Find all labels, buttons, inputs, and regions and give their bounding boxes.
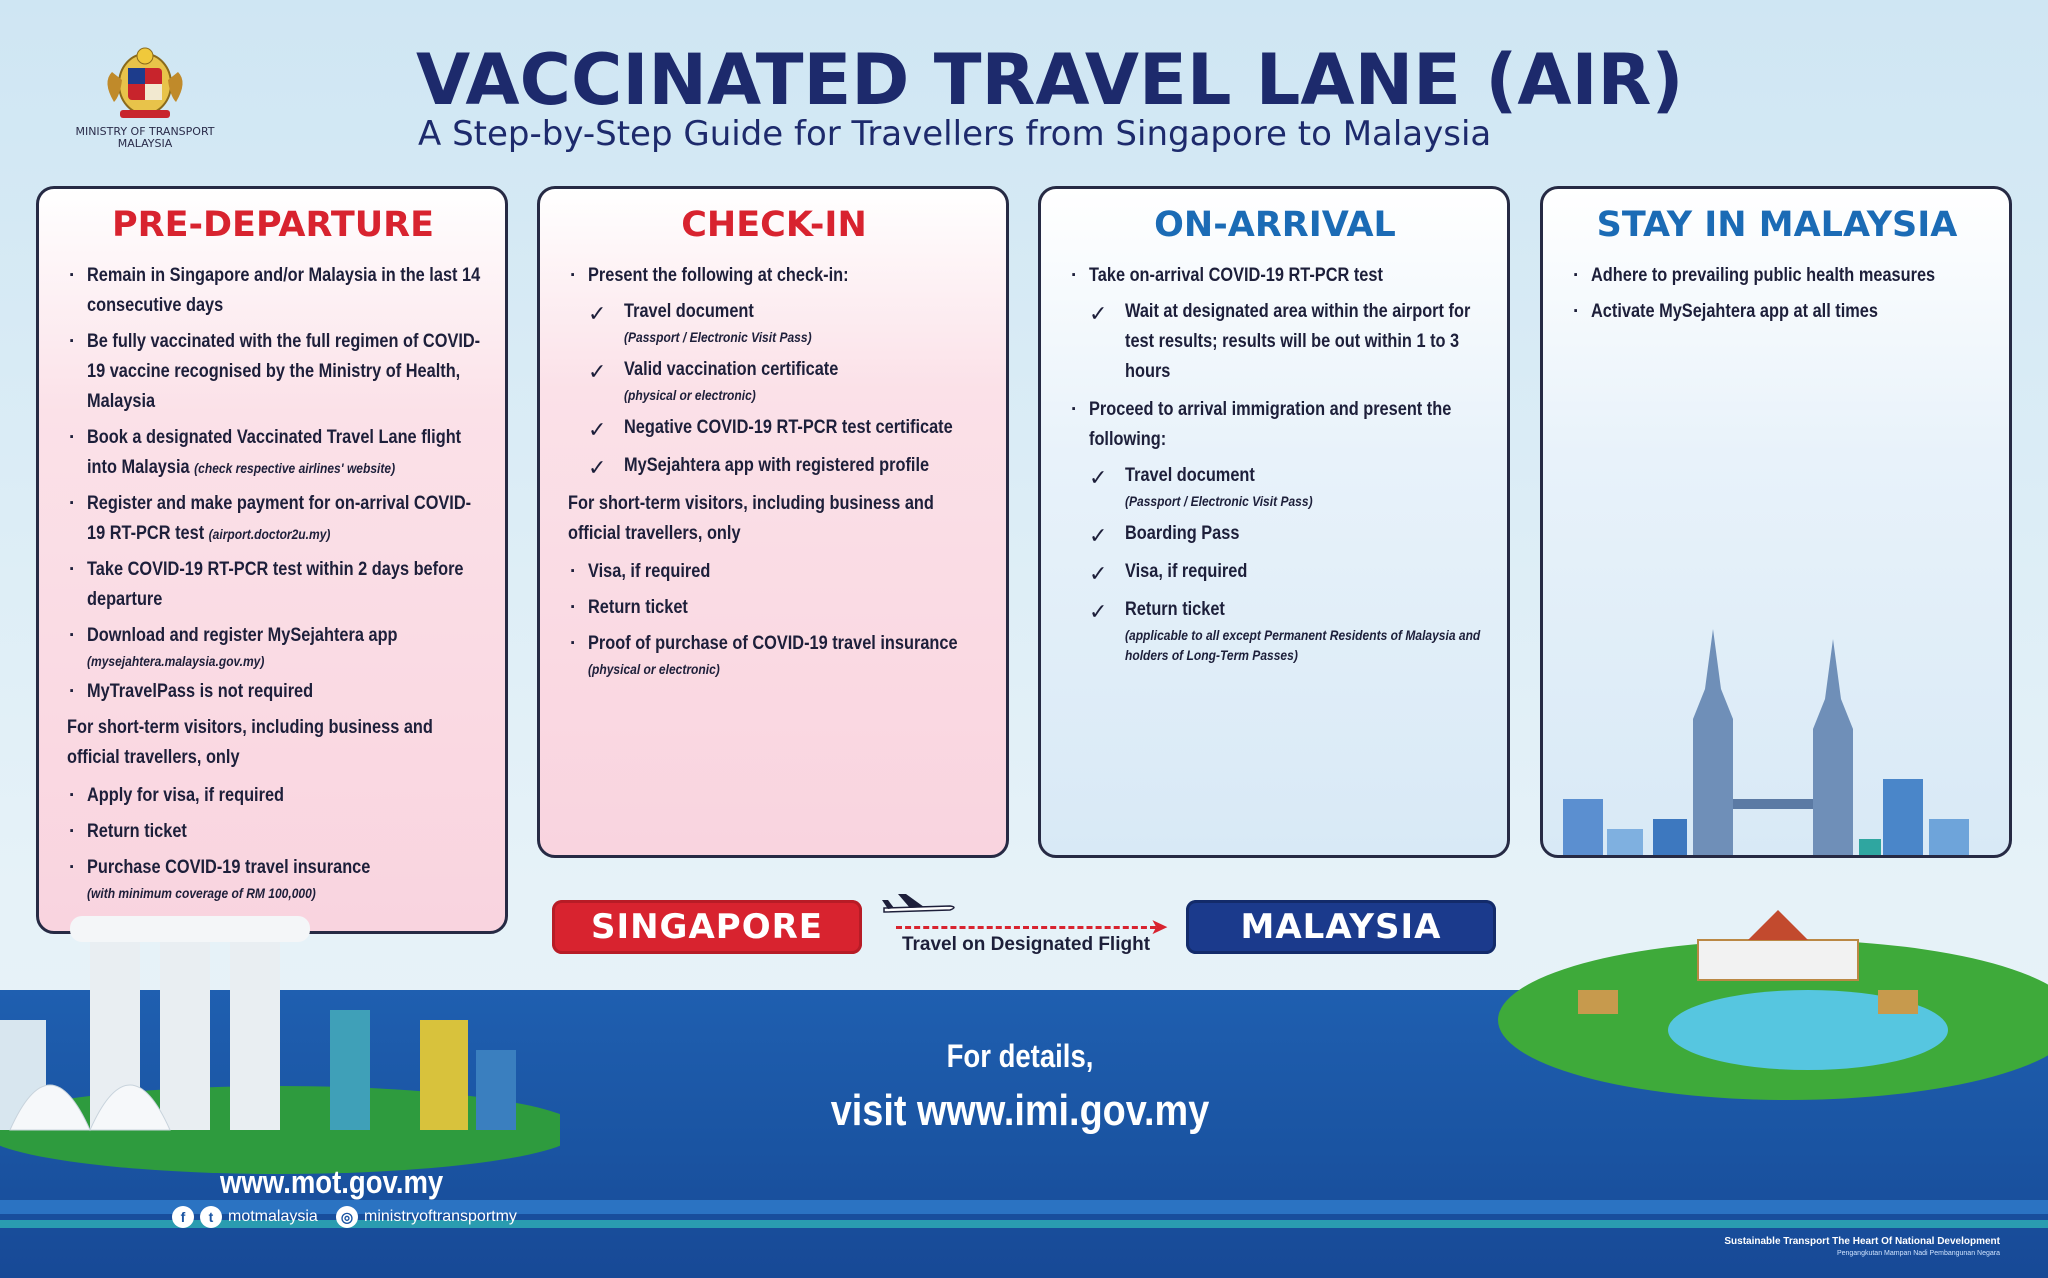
check-icon: ✓ bbox=[1089, 523, 1108, 548]
social-facebook-twitter[interactable] bbox=[172, 1206, 318, 1228]
list-item: · Proof of purchase of COVID-19 travel insurance (physical or electronic) bbox=[568, 629, 980, 679]
list-item: · Adhere to prevailing public health measures bbox=[1573, 265, 1936, 286]
check-icon: ✓ bbox=[1089, 301, 1108, 326]
list-item: · MyTravelPass is not required bbox=[69, 681, 314, 702]
check-in-card bbox=[537, 186, 1009, 858]
checklist-item: ✓ MySejahtera app with registered profile bbox=[588, 455, 930, 480]
check-icon: ✓ bbox=[1089, 465, 1108, 490]
stay-in-malaysia-card bbox=[1540, 186, 2012, 858]
checklist-item: ✓ Boarding Pass bbox=[1089, 523, 1240, 548]
stay-title: STAY IN MALAYSIA bbox=[1596, 205, 1958, 245]
mot-website-link[interactable]: www.mot.gov.my bbox=[220, 1164, 444, 1200]
details-label: For details, bbox=[946, 1038, 1094, 1074]
list-item: · Proceed to arrival immigration and present the following: bbox=[1071, 399, 1452, 450]
list-item: · Take on-arrival COVID-19 RT-PCR test bbox=[1071, 265, 1383, 286]
airplane-icon bbox=[880, 890, 960, 926]
list-item: · Visa, if required bbox=[570, 561, 711, 582]
airline-note: (check respective airlines' website) bbox=[194, 460, 396, 476]
pre-departure-card bbox=[36, 186, 508, 934]
list-item: · Book a designated Vaccinated Travel Lane flight into Malaysia (check respective airlines' website) bbox=[69, 427, 462, 478]
list-item: · Apply for visa, if required bbox=[69, 785, 285, 806]
malaysia-destination-badge: MALAYSIA bbox=[1186, 900, 1496, 954]
list-item: · Return ticket bbox=[69, 821, 187, 842]
list-item: · Remain in Singapore and/or Malaysia in the last 14 consecutive days bbox=[69, 265, 481, 316]
singapore-origin-badge: SINGAPORE bbox=[552, 900, 862, 954]
instagram-icon[interactable]: ◎ bbox=[336, 1206, 358, 1228]
malaysia-resort-illustration bbox=[1488, 900, 2048, 1160]
check-icon: ✓ bbox=[588, 301, 607, 326]
list-item: · Present the following at check-in: bbox=[570, 265, 849, 286]
kl-skyline-illustration bbox=[1563, 629, 1983, 858]
imi-website-link[interactable]: visit www.imi.gov.my bbox=[830, 1086, 1210, 1135]
flight-label: Travel on Designated Flight bbox=[901, 934, 1151, 955]
page-subtitle: A Step-by-Step Guide for Travellers from Singapore to Malaysia bbox=[418, 114, 1492, 154]
check-in-title: CHECK-IN bbox=[681, 205, 867, 245]
social-handle: ministryoftransportmy bbox=[364, 1208, 517, 1225]
check-icon: ✓ bbox=[588, 417, 607, 442]
ministry-label: MINISTRY OF TRANSPORT MALAYSIA bbox=[75, 125, 215, 150]
footer-tagline: Sustainable Transport The Heart Of National Development bbox=[1724, 1236, 2000, 1247]
checklist-item: ✓ Wait at designated area within the airport for test results; results will be out within 1 to 3 hours bbox=[1089, 301, 1471, 382]
flight-path bbox=[896, 926, 1156, 929]
list-item: · Take COVID-19 RT-PCR test within 2 days before departure bbox=[69, 559, 464, 610]
list-item: · Download and register MySejahtera app (mysejahtera.malaysia.gov.my) bbox=[67, 621, 479, 671]
check-icon: ✓ bbox=[1089, 599, 1108, 624]
mysejahtera-link: (mysejahtera.malaysia.gov.my) bbox=[87, 653, 265, 669]
check-icon: ✓ bbox=[588, 455, 607, 480]
footer-tagline-sub: Pengangkutan Mampan Nadi Pembangunan Negara bbox=[1836, 1250, 2000, 1257]
crest-emblem-icon bbox=[90, 42, 200, 122]
checklist-item: ✓ Visa, if required bbox=[1089, 561, 1248, 586]
checklist-item: ✓ Valid vaccination certificate (physical or electronic) bbox=[588, 359, 839, 403]
page-title: VACCINATED TRAVEL LANE (AIR) bbox=[416, 39, 1684, 121]
list-item: · Activate MySejahtera app at all times bbox=[1573, 301, 1878, 322]
list-item: · Return ticket bbox=[570, 597, 688, 618]
check-icon: ✓ bbox=[1089, 561, 1108, 586]
list-item: · Purchase COVID-19 travel insurance (with minimum coverage of RM 100,000) bbox=[67, 853, 479, 903]
check-icon: ✓ bbox=[588, 359, 607, 384]
social-handle: motmalaysia bbox=[228, 1208, 318, 1225]
twitter-icon[interactable]: t bbox=[200, 1206, 222, 1228]
doctor2u-link: (airport.doctor2u.my) bbox=[208, 526, 331, 542]
checklist-item: ✓ Return ticket (applicable to all except Permanent Residents of Malaysia and holders of Long-Term Passes) bbox=[1089, 599, 1481, 663]
insurance-note: (with minimum coverage of RM 100,000) bbox=[87, 885, 316, 901]
checklist-item: ✓ Travel document (Passport / Electronic Visit Pass) bbox=[588, 301, 812, 345]
social-instagram[interactable] bbox=[336, 1206, 517, 1228]
on-arrival-title: ON-ARRIVAL bbox=[1154, 205, 1396, 245]
arrow-right-icon: ➤ bbox=[1150, 914, 1169, 939]
short-term-heading: For short-term visitors, including business and official travellers, only bbox=[568, 493, 934, 544]
pre-departure-title: PRE-DEPARTURE bbox=[111, 205, 435, 245]
short-term-heading: For short-term visitors, including business and official travellers, only bbox=[67, 717, 433, 768]
ministry-logo bbox=[60, 42, 230, 150]
checklist-item: ✓ Travel document (Passport / Electronic Visit Pass) bbox=[1089, 465, 1313, 509]
insurance-note: (physical or electronic) bbox=[588, 661, 720, 677]
facebook-icon[interactable]: f bbox=[172, 1206, 194, 1228]
list-item: · Register and make payment for on-arrival COVID-19 RT-PCR test (airport.doctor2u.my) bbox=[69, 493, 472, 544]
list-item: · Be fully vaccinated with the full regimen of COVID-19 vaccine recognised by the Ministry of Health, Malaysia bbox=[69, 331, 481, 412]
singapore-skyline-illustration bbox=[0, 900, 560, 1200]
on-arrival-card bbox=[1038, 186, 1510, 858]
checklist-item: ✓ Negative COVID-19 RT-PCR test certificate bbox=[588, 417, 953, 442]
